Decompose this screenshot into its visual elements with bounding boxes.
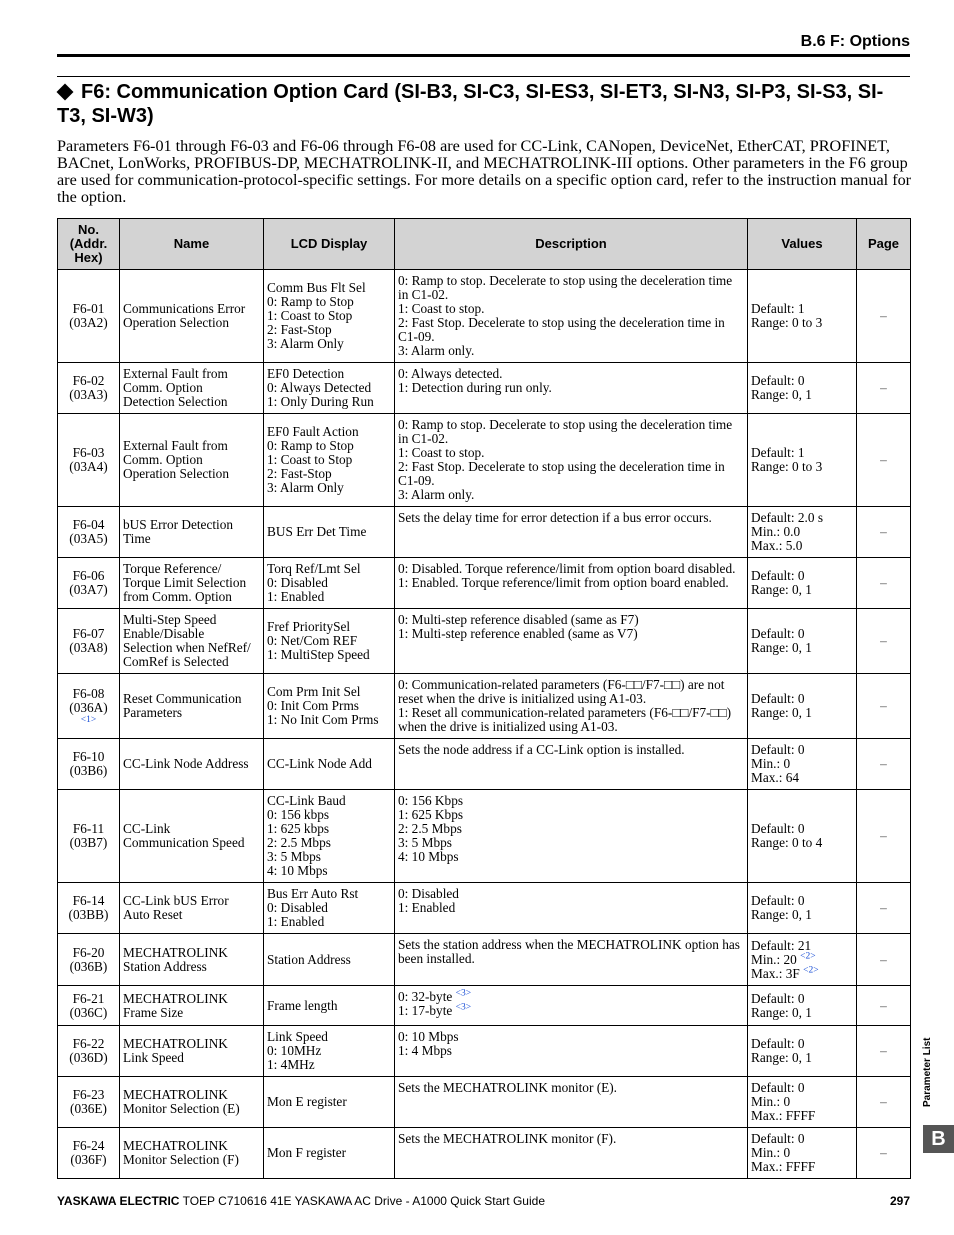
cell-param-no: F6-14 (03BB) (58, 883, 120, 934)
cell-page: – (857, 1128, 911, 1179)
cell-description: 0: Disabled 1: Enabled (395, 883, 748, 934)
cell-values: Default: 0 Range: 0 to 4 (748, 790, 857, 883)
cell-param-no: F6-07 (03A8) (58, 609, 120, 674)
value-line: Max.: 3F (751, 965, 804, 981)
cell-lcd: Comm Bus Flt Sel 0: Ramp to Stop 1: Coast to Stop 2: Fast-Stop 3: Alarm Only (264, 270, 395, 363)
cell-lcd: CC-Link Node Add (264, 739, 395, 790)
cell-param-no: F6-21 (036C) (58, 986, 120, 1026)
cell-values (748, 934, 857, 986)
cell-name: CC-Link Communication Speed (120, 790, 264, 883)
cell-values: Default: 1 Range: 0 to 3 (748, 414, 857, 507)
cell-values: Default: 0 Min.: 0 Max.: FFFF (748, 1077, 857, 1128)
cell-page: – (857, 1026, 911, 1077)
cell-values: Default: 2.0 s Min.: 0.0 Max.: 5.0 (748, 507, 857, 558)
cell-description: 0: Disabled. Torque reference/limit from option board disabled. 1: Enabled. Torque reference/limit from option board enabled. (395, 558, 748, 609)
table-row (58, 414, 911, 507)
cell-name: MECHATROLINK Link Speed (120, 1026, 264, 1077)
cell-values: Default: 0 Range: 0, 1 (748, 558, 857, 609)
footnote-link[interactable]: <2> (800, 951, 816, 962)
cell-description: 0: Always detected. 1: Detection during run only. (395, 363, 748, 414)
footer (57, 1194, 910, 1208)
cell-param-no: F6-02 (03A3) (58, 363, 120, 414)
col-header-page: Page (857, 219, 911, 270)
section-title-text: F6: Communication Option Card (SI-B3, SI-C3, SI-ES3, SI-ET3, SI-N3, SI-P3, SI-S3, SI-T3, SI-W3) (57, 81, 884, 127)
cell-name: MECHATROLINK Station Address (120, 934, 264, 986)
cell-page: – (857, 986, 911, 1026)
table-row (58, 986, 911, 1026)
cell-param-no (58, 674, 120, 739)
side-label: Parameter List (922, 1037, 933, 1107)
diamond-bullet-icon (57, 83, 74, 100)
cell-lcd: EF0 Fault Action 0: Ramp to Stop 1: Coast to Stop 2: Fast-Stop 3: Alarm Only (264, 414, 395, 507)
cell-lcd: CC-Link Baud 0: 156 kbps 1: 625 kbps 2: 2.5 Mbps 3: 5 Mbps 4: 10 Mbps (264, 790, 395, 883)
cell-lcd: Mon F register (264, 1128, 395, 1179)
intro-paragraph: Parameters F6-01 through F6-03 and F6-06 through F6-08 are used for CC-Link, CANopen, DeviceNet, EtherCAT, PROFINET, BACnet, LonWorks, PROFIBUS-DP, MECHATROLINK-II, and MECHATROLINK-III options. Other parameters in the F6 group are used for communication-protocol-specific settings. For more details on a specific option card, refer to the instruction manual for the option. (57, 137, 912, 206)
table-row (58, 1128, 911, 1179)
parameter-table (57, 218, 911, 1179)
table-row (58, 883, 911, 934)
table-row (58, 674, 911, 739)
cell-values: Default: 0 Range: 0, 1 (748, 986, 857, 1026)
value-line: Default: 21 (751, 937, 812, 953)
cell-name: MECHATROLINK Monitor Selection (F) (120, 1128, 264, 1179)
page-number: 297 (889, 1194, 910, 1208)
cell-param-no: F6-24 (036F) (58, 1128, 120, 1179)
cell-param-no: F6-10 (03B6) (58, 739, 120, 790)
cell-description: Sets the node address if a CC-Link option is installed. (395, 739, 748, 790)
table-row (58, 507, 911, 558)
cell-page: – (857, 883, 911, 934)
table-row (58, 558, 911, 609)
cell-param-no: F6-20 (036B) (58, 934, 120, 986)
cell-lcd: Torq Ref/Lmt Sel 0: Disabled 1: Enabled (264, 558, 395, 609)
cell-param-no: F6-11 (03B7) (58, 790, 120, 883)
section-header: B.6 F: Options (800, 33, 910, 50)
cell-name: External Fault from Comm. Option Detection Selection (120, 363, 264, 414)
appendix-tab: B (923, 1125, 954, 1153)
cell-description: Sets the MECHATROLINK monitor (F). (395, 1128, 748, 1179)
cell-values: Default: 0 Range: 0, 1 (748, 363, 857, 414)
col-header-lcd: LCD Display (264, 219, 395, 270)
cell-param-no: F6-22 (036D) (58, 1026, 120, 1077)
col-header-values: Values (748, 219, 857, 270)
cell-name: MECHATROLINK Frame Size (120, 986, 264, 1026)
table-header-row (58, 219, 911, 270)
cell-description: 0: Ramp to stop. Decelerate to stop using the deceleration time in C1-02. 1: Coast to stop. 2: Fast Stop. Decelerate to stop using the deceleration time in C1-09. 3: Alarm only. (395, 270, 748, 363)
cell-description: 0: Ramp to stop. Decelerate to stop using the deceleration time in C1-02. 1: Coast to stop. 2: Fast Stop. Decelerate to stop using the deceleration time in C1-09. 3: Alarm only. (395, 414, 748, 507)
table-row (58, 1077, 911, 1128)
table-row (58, 270, 911, 363)
section-title (57, 80, 910, 128)
cell-name: Reset Communication Parameters (120, 674, 264, 739)
footnote-link[interactable]: <3> (455, 1002, 472, 1013)
cell-description: Sets the MECHATROLINK monitor (E). (395, 1077, 748, 1128)
cell-param-no: F6-01 (03A2) (58, 270, 120, 363)
desc-line: 0: 32-byte (398, 989, 456, 1004)
cell-lcd: Station Address (264, 934, 395, 986)
cell-description: 0: 156 Kbps 1: 625 Kbps 2: 2.5 Mbps 3: 5 Mbps 4: 10 Mbps (395, 790, 748, 883)
footnote-link[interactable]: <2> (803, 965, 819, 976)
cell-lcd: Bus Err Auto Rst 0: Disabled 1: Enabled (264, 883, 395, 934)
cell-description: Sets the delay time for error detection if a bus error occurs. (395, 507, 748, 558)
cell-description: 0: Communication-related parameters (F6-□□/F7-□□) are not reset when the drive is initialized using A1-03. 1: Reset all communication-related parameters (F6-□□/F7-□□) when the drive is initialized using A1-03. (395, 674, 748, 739)
footer-brand: YASKAWA ELECTRIC (57, 1194, 180, 1208)
cell-page: – (857, 609, 911, 674)
cell-values: Default: 0 Range: 0, 1 (748, 609, 857, 674)
cell-lcd: Com Prm Init Sel 0: Init Com Prms 1: No Init Com Prms (264, 674, 395, 739)
table-row (58, 363, 911, 414)
value-line: Min.: 20 (751, 951, 801, 967)
cell-values: Default: 0 Min.: 0 Max.: FFFF (748, 1128, 857, 1179)
desc-line: 1: 17-byte (398, 1003, 456, 1018)
cell-name: CC-Link bUS Error Auto Reset (120, 883, 264, 934)
cell-lcd: Fref PrioritySel 0: Net/Com REF 1: MultiStep Speed (264, 609, 395, 674)
cell-param-no: F6-23 (036E) (58, 1077, 120, 1128)
col-header-no: No. (Addr. Hex) (58, 219, 120, 270)
cell-name: CC-Link Node Address (120, 739, 264, 790)
cell-values: Default: 0 Range: 0, 1 (748, 1026, 857, 1077)
cell-description: 0: Multi-step reference disabled (same as F7) 1: Multi-step reference enabled (same as V7) (395, 609, 748, 674)
cell-values: Default: 1 Range: 0 to 3 (748, 270, 857, 363)
cell-name: Communications Error Operation Selection (120, 270, 264, 363)
cell-name: External Fault from Comm. Option Operation Selection (120, 414, 264, 507)
cell-page: – (857, 507, 911, 558)
cell-description (395, 986, 748, 1026)
cell-lcd: Link Speed 0: 10MHz 1: 4MHz (264, 1026, 395, 1077)
footer-doc: TOEP C710616 41E YASKAWA AC Drive - A1000 Quick Start Guide (179, 1194, 545, 1208)
cell-page: – (857, 363, 911, 414)
cell-param-no: F6-03 (03A4) (58, 414, 120, 507)
cell-page: – (857, 790, 911, 883)
table-row (58, 790, 911, 883)
cell-page: – (857, 558, 911, 609)
cell-name: Torque Reference/ Torque Limit Selection from Comm. Option (120, 558, 264, 609)
header-rule (57, 54, 910, 57)
cell-param-no: F6-04 (03A5) (58, 507, 120, 558)
cell-values: Default: 0 Min.: 0 Max.: 64 (748, 739, 857, 790)
cell-lcd: BUS Err Det Time (264, 507, 395, 558)
cell-param-no: F6-06 (03A7) (58, 558, 120, 609)
col-header-name: Name (120, 219, 264, 270)
footnote-link[interactable]: <1> (80, 715, 97, 725)
table-row (58, 934, 911, 986)
footnote-link[interactable]: <3> (455, 988, 472, 999)
cell-lcd: EF0 Detection 0: Always Detected 1: Only During Run (264, 363, 395, 414)
table-row (58, 609, 911, 674)
cell-page: – (857, 414, 911, 507)
cell-lcd: Frame length (264, 986, 395, 1026)
cell-page: – (857, 270, 911, 363)
cell-page: – (857, 1077, 911, 1128)
cell-name: Multi-Step Speed Enable/Disable Selection when NefRef/ ComRef is Selected (120, 609, 264, 674)
param-no-text: F6-08 (036A) (69, 686, 108, 715)
cell-description: 0: 10 Mbps 1: 4 Mbps (395, 1026, 748, 1077)
cell-name: MECHATROLINK Monitor Selection (E) (120, 1077, 264, 1128)
cell-values: Default: 0 Range: 0, 1 (748, 883, 857, 934)
col-header-desc: Description (395, 219, 748, 270)
cell-lcd: Mon E register (264, 1077, 395, 1128)
cell-description: Sets the station address when the MECHATROLINK option has been installed. (395, 934, 748, 986)
table-row (58, 1026, 911, 1077)
cell-page: – (857, 934, 911, 986)
cell-name: bUS Error Detection Time (120, 507, 264, 558)
cell-page: – (857, 674, 911, 739)
cell-page: – (857, 739, 911, 790)
table-row (58, 739, 911, 790)
header-rule-thin (57, 76, 910, 77)
cell-values: Default: 0 Range: 0, 1 (748, 674, 857, 739)
